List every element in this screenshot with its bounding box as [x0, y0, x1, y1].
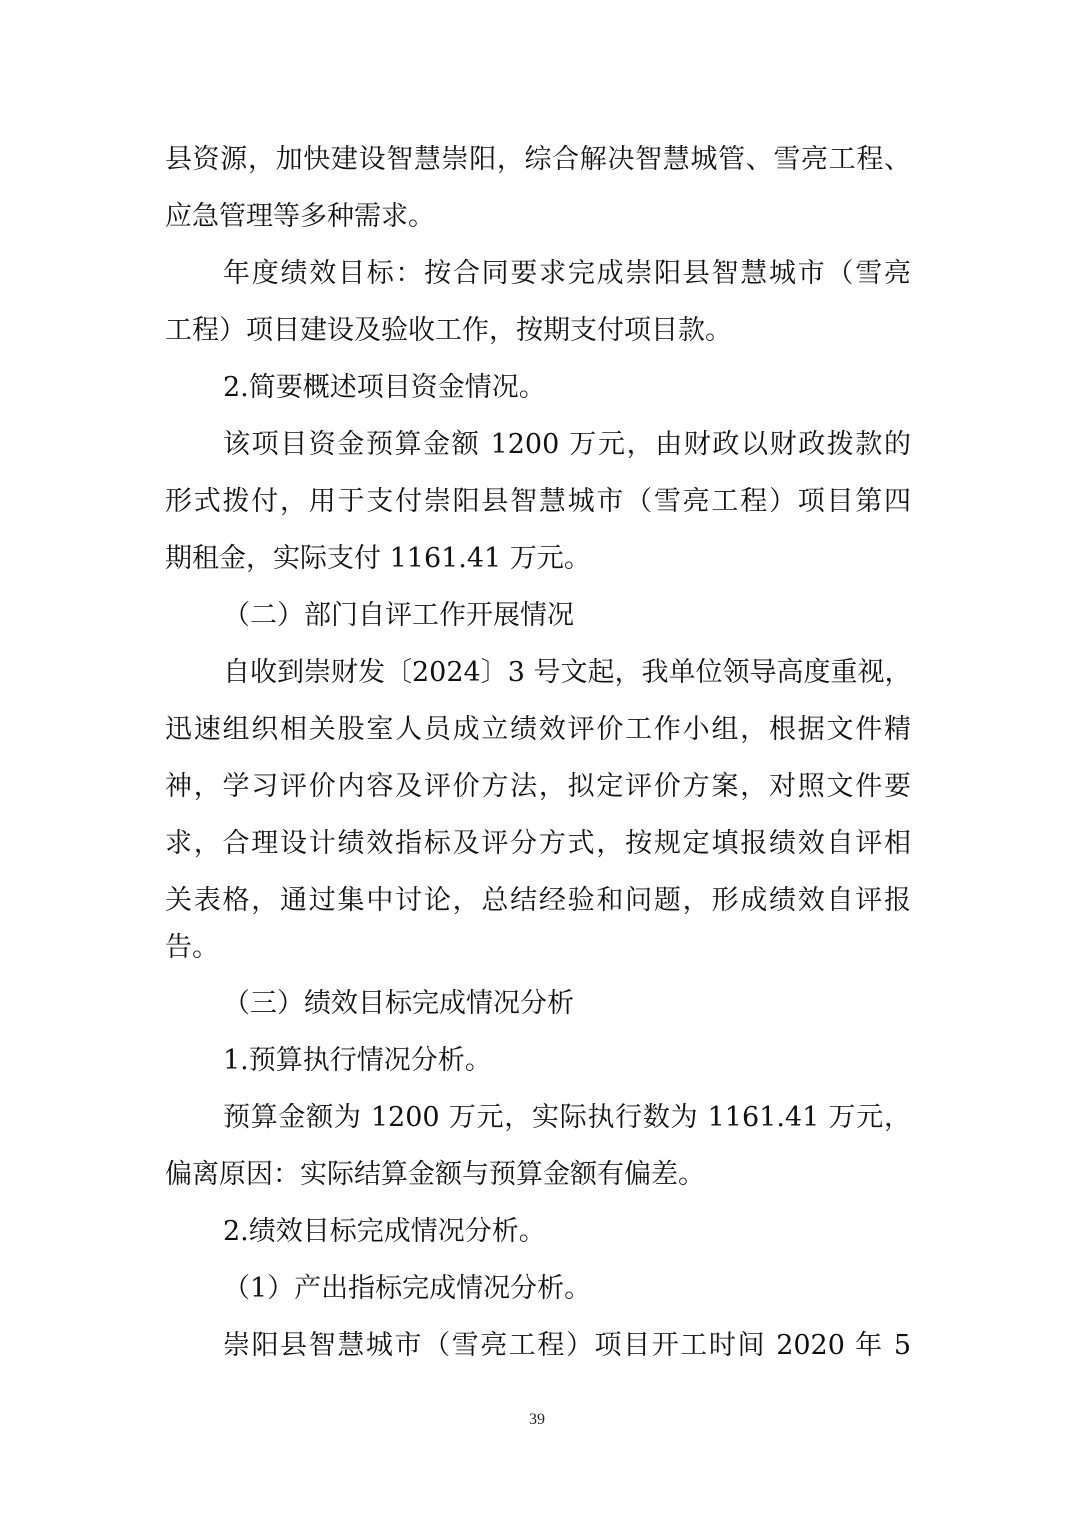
page-number: 39 [529, 1411, 545, 1428]
body-text-line: 县资源，加快建设智慧崇阳，综合解决智慧城管、雪亮工程、 [165, 144, 911, 175]
body-text-line: 崇阳县智慧城市（雪亮工程）项目开工时间 2020 年 5 [223, 1330, 911, 1361]
section-heading: 2.绩效目标完成情况分析。 [223, 1216, 546, 1247]
body-text-line: 自收到崇财发〔2024〕3 号文起，我单位领导高度重视， [223, 657, 912, 688]
body-text-line: 告。 [165, 932, 219, 963]
body-text-line: 期租金，实际支付 1161.41 万元。 [165, 543, 591, 574]
body-text-line: 工程）项目建设及验收工作，按期支付项目款。 [165, 315, 732, 346]
body-text-line: 年度绩效目标：按合同要求完成崇阳县智慧城市（雪亮 [223, 258, 911, 289]
body-text-line: 迅速组织相关股室人员成立绩效评价工作小组，根据文件精 [165, 714, 911, 745]
body-text-line: 求，合理设计绩效指标及评分方式，按规定填报绩效自评相 [165, 828, 911, 859]
body-text-line: 形式拨付，用于支付崇阳县智慧城市（雪亮工程）项目第四 [165, 486, 911, 517]
section-heading: （三）绩效目标完成情况分析 [223, 988, 574, 1019]
body-text-line: 预算金额为 1200 万元，实际执行数为 1161.41 万元， [223, 1102, 911, 1133]
section-heading: （二）部门自评工作开展情况 [223, 600, 574, 631]
section-heading: 2.简要概述项目资金情况。 [223, 372, 546, 403]
section-heading: （1）产出指标完成情况分析。 [223, 1273, 592, 1304]
body-text-line: 该项目资金预算金额 1200 万元，由财政以财政拨款的 [223, 429, 911, 460]
body-text-line: 应急管理等多种需求。 [165, 201, 435, 232]
body-text-line: 偏离原因：实际结算金额与预算金额有偏差。 [165, 1159, 705, 1190]
body-text-line: 神，学习评价内容及评价方法，拟定评价方案，对照文件要 [165, 771, 911, 802]
body-text-line: 关表格，通过集中讨论，总结经验和问题，形成绩效自评报 [165, 885, 911, 916]
section-heading: 1.预算执行情况分析。 [223, 1045, 492, 1076]
